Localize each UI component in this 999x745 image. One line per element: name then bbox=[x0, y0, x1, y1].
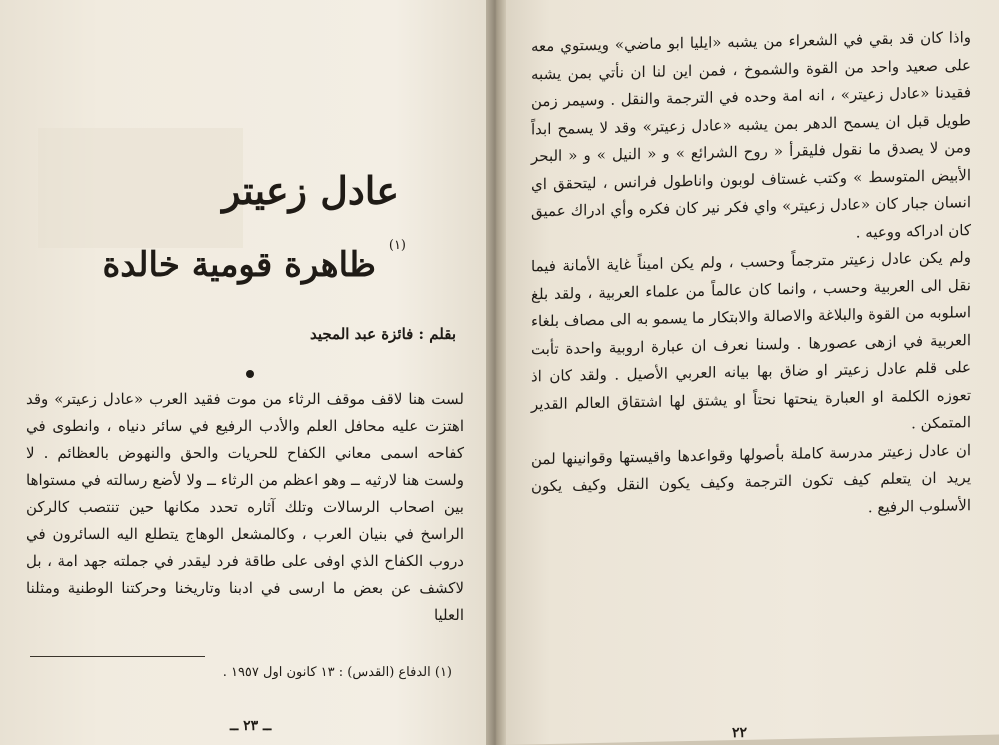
footnote-divider bbox=[30, 656, 205, 657]
right-body-text bbox=[531, 24, 971, 528]
footnote: (١) الدفاع (القدس) : ١٣ كانون اول ١٩٥٧ . bbox=[222, 665, 452, 680]
page-number-right: ٢٢ bbox=[732, 724, 748, 742]
left-paragraph: لست هنا لاقف موقف الرثاء من موت فقيد العرب «عادل زعيتر» وقد اهتزت عليه محافل العلم والأدب الرفيع في سائر دنياه ، وانطوى في كفاحه اسمى معاني الكفاح للحريات والحق والنهوض بالعظائم . لا ولست هنا لارثيه ــ وهو اعظم من الرثاء ــ ولا لأضع رسالته في مستواها بين اصحاب الرسالات وتلك آثاره تحدد مكانها حين تنتصب كالركن الراسخ في بنيان العرب ، وكالمشعل الوهاج يتطلع اليه السائرون في دروب الكفاح الذي اوفى على طاقة فرد ليقدر في جملته جهد امة ، بل لاكشف عن بعض ما ارسى في ادبنا وتاريخنا وحركتنا الوطنية ومثلنا العليا bbox=[26, 390, 464, 624]
faded-image-area bbox=[38, 128, 243, 248]
left-page bbox=[0, 0, 494, 745]
title-footnote-ref: (١) bbox=[388, 238, 406, 253]
book-gutter bbox=[486, 0, 506, 745]
page-number-left: ــ ٢٣ ــ bbox=[230, 718, 272, 734]
right-page bbox=[500, 0, 999, 745]
separator-dot bbox=[246, 370, 254, 378]
left-body-text bbox=[26, 386, 464, 629]
right-paragraph-2: ولم يكن عادل زعيتر مترجماً وحسب ، ولم يكن اميناً غاية الأمانة فيما نقل الى العربية وحسب ، وانما كان عالماً من علماء العربية ، ولقد بلغ اسلوبه من القوة والبلاغة والاصالة والابتكار ما يسمو به الى مصاف بلغاء العربية في ازهى عصورها . ولسنا نعرف ان عبارة اروبية واحدة تأبت على قلم عادل زعيتر او ضاق بها بيانه العربي الأصيل . ولقد كان اذ تعوزه الكلمة او العبارة ينحتها نحتاً او يشتق لها اشتقاق العالم القدير المتمكن . bbox=[531, 248, 971, 433]
article-subtitle: ظاهرة قومية خالدة bbox=[102, 245, 376, 285]
author-byline: بقلم : فائزة عبد المجيد bbox=[309, 325, 456, 343]
right-paragraph-3: ان عادل زعيتر مدرسة كاملة بأصولها وقواعدها واقيستها وقوانينها لمن يريد ان يتعلم كيف تكون الترجمة وكيف يكون النقل وكيف يكون الأسلوب الرفيع . bbox=[531, 440, 971, 516]
article-title: عادل زعيتر bbox=[222, 168, 399, 213]
right-paragraph-1: واذا كان قد بقي في الشعراء من يشبه «ايليا ابو ماضي» ويستوي معه على صعيد واحد من القوة والشموخ ، فمن اين لنا ان نأتي بمن يشبه فقيدنا «عادل زعيتر» ، انه امة وحده في الترجمة والنقل . وسيمر زمن طويل قبل ان يسمح الدهر بمن يشبه «عادل زعيتر» وقد لا يسمح ابداً ومن لا يصدق ما نقول فليقرأ « روح الشرائع » و « النيل » و « البحر الأبيض المتوسط » وكتب غستاف لوبون واناطول فرانس ، ليتحقق اي انسان جبار كان «عادل زعيتر» واي فكر نير كان فكره وأي ادراك عميق كان ادراكه ووعيه . bbox=[531, 28, 971, 242]
